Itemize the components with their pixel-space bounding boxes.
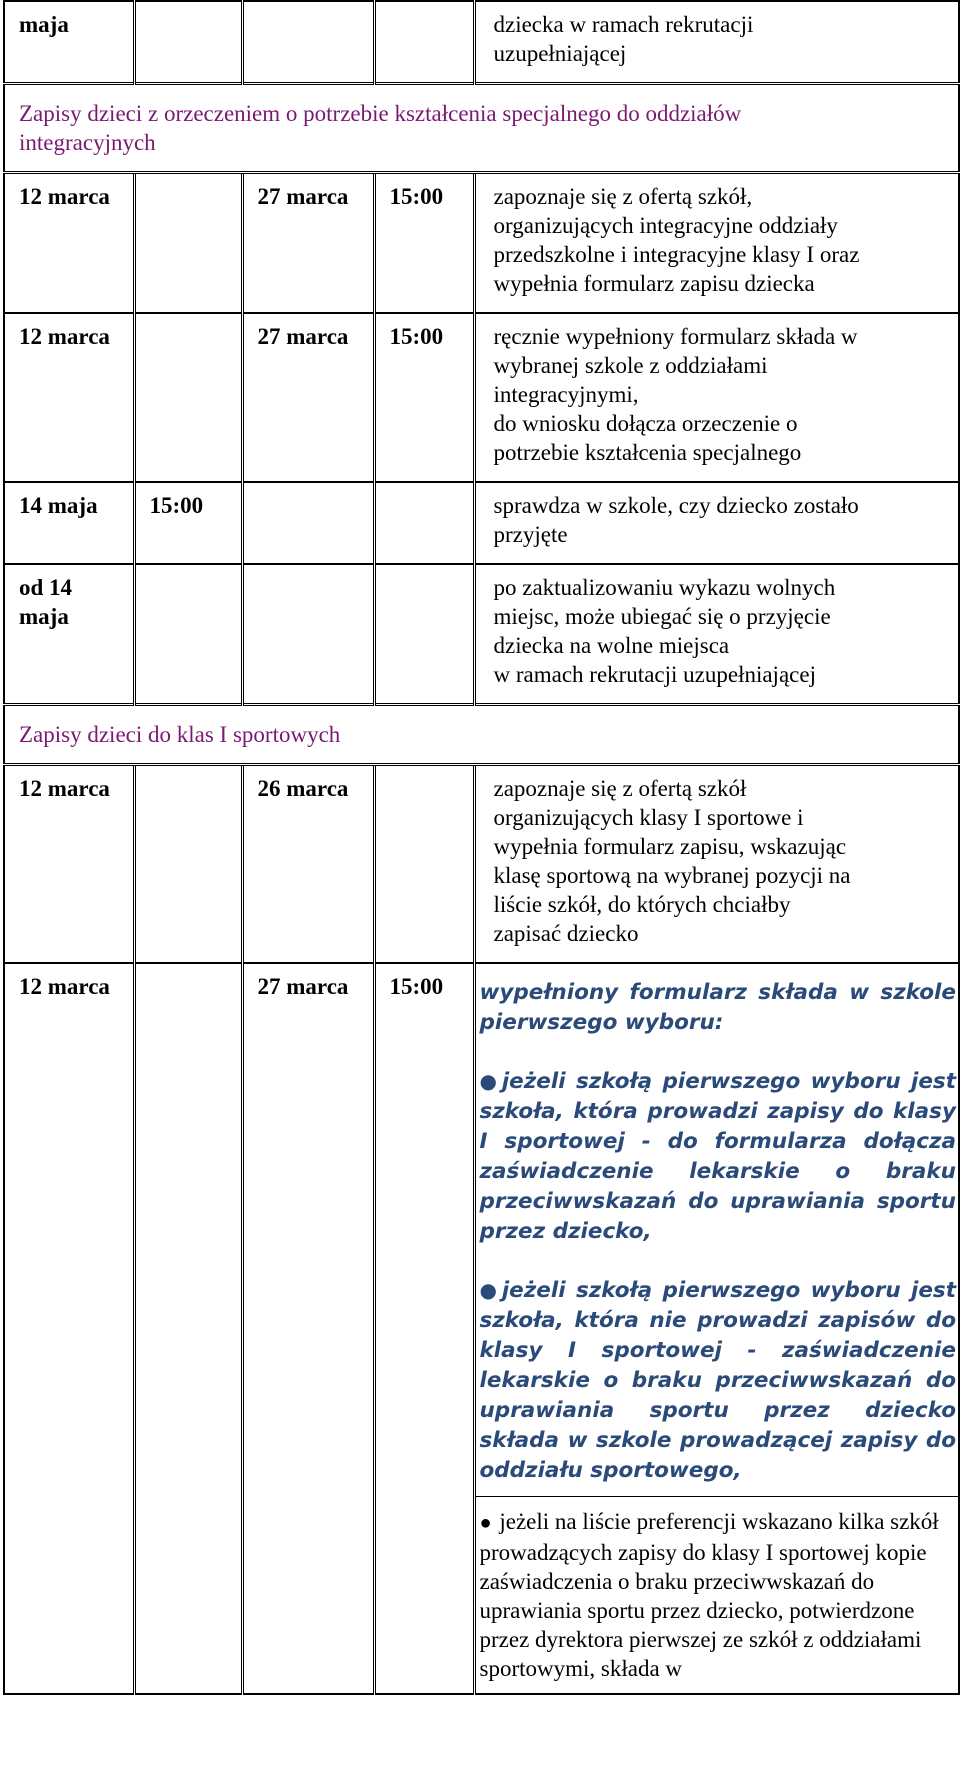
cell-line: maja <box>19 604 69 629</box>
text-line: do wniosku dołącza orzeczenie o <box>493 411 798 436</box>
description-cell <box>474 564 959 705</box>
description-cell <box>474 313 959 482</box>
description-cell <box>474 173 959 314</box>
section-heading <box>4 705 959 765</box>
description-cell <box>474 482 959 564</box>
cell-c3: 26 marca <box>242 765 374 964</box>
cell-c3 <box>242 1 374 84</box>
cell-c2 <box>134 765 242 964</box>
cell-line: od 14 <box>19 575 73 600</box>
cell-c2 <box>134 963 242 1694</box>
text-line: potrzebie kształcenia specjalnego <box>493 440 802 465</box>
table-row <box>4 963 959 1694</box>
text-line: liście szkół, do których chciałby <box>493 892 791 917</box>
bullet-icon: ● <box>479 1069 500 1093</box>
table-row <box>4 482 959 564</box>
table-row <box>4 765 959 964</box>
text-line: integracyjnymi, <box>493 382 639 407</box>
cell-c1: 14 maja <box>4 482 134 564</box>
cell-c4 <box>374 482 474 564</box>
text-line: sprawdza w szkole, czy dziecko zostało <box>493 493 859 518</box>
text-line: przyjęte <box>493 522 568 547</box>
bullet-icon: ● <box>479 1512 492 1534</box>
text-line: organizujących klasy I sportowe i <box>493 805 804 830</box>
cell-c3: 27 marca <box>242 313 374 482</box>
text-line: zapisać dziecko <box>493 921 639 946</box>
text-line: uzupełniającej <box>493 41 627 66</box>
text-line: dziecka na wolne miejsca <box>493 633 730 658</box>
table-row <box>4 564 959 705</box>
cell-c4: 15:00 <box>374 963 474 1694</box>
text-line: zapoznaje się z ofertą szkół <box>493 776 747 801</box>
description-cell <box>474 1 959 84</box>
description-cell <box>474 765 959 964</box>
text-line: w ramach rekrutacji uzupełniającej <box>493 662 816 687</box>
cell-c1: 12 marca <box>4 963 134 1694</box>
cell-c1: 12 marca <box>4 765 134 964</box>
cell-c4: 15:00 <box>374 313 474 482</box>
bullet-icon: ● <box>479 1278 500 1302</box>
cell-c4 <box>374 1 474 84</box>
requirement-text: jeżeli szkołą pierwszego wyboru jest szkoła, która nie prowadzi zapisów do klasy I sportowej - zaświadczenie lekarskie o braku przeciwwskazań do uprawiania sportu przez dziecko składa w szkole prowadzącej zapisy do oddziału sportowego, <box>479 1278 956 1483</box>
cell-c2: 15:00 <box>134 482 242 564</box>
cell-c2 <box>134 173 242 314</box>
section-row <box>4 705 959 765</box>
text-line: wypełnia formularz zapisu dziecka <box>493 271 815 296</box>
cell-c1 <box>4 564 134 705</box>
text-line: zapoznaje się z ofertą szkół, <box>493 184 753 209</box>
text-line: organizujących integracyjne oddziały <box>493 213 838 238</box>
cell-c3: 27 marca <box>242 963 374 1694</box>
cell-c4 <box>374 564 474 705</box>
requirement-text: jeżeli szkołą pierwszego wyboru jest szkoła, która prowadzi zapisy do klasy I sportowej - do formularza dołącza zaświadczenie lekarskie o braku przeciwwskazań do uprawiania sportu przez dziecko, <box>479 1069 956 1244</box>
schedule-table-body <box>4 1 959 1694</box>
cell-c1: 12 marca <box>4 313 134 482</box>
cell-c2 <box>134 564 242 705</box>
cell-c1: 12 marca <box>4 173 134 314</box>
cell-c4 <box>374 765 474 964</box>
requirement-text: jeżeli na liście preferencji wskazano kilka szkół prowadzących zapisy do klasy I sportowej kopie zaświadczenia o braku przeciwwskazań do uprawiania sportu przez dziecko, potwierdzone przez dyrektora pierwszej ze szkół z oddziałami sportowymi, składa w <box>479 1509 939 1681</box>
requirement-item <box>480 1275 957 1486</box>
requirement-item <box>480 1066 957 1247</box>
cell-c3 <box>242 564 374 705</box>
text-line: przedszkolne i integracyjne klasy I oraz <box>493 242 860 267</box>
section-heading <box>4 84 959 173</box>
table-row <box>4 313 959 482</box>
cell-c2 <box>134 313 242 482</box>
text-line: klasę sportową na wybranej pozycji na <box>493 863 851 888</box>
requirements-intro: wypełniony formularz składa w szkole pierwszego wyboru: <box>479 980 956 1035</box>
text-line: wypełnia formularz zapisu, wskazując <box>493 834 847 859</box>
requirement-item <box>476 1496 959 1683</box>
cell-c2 <box>134 1 242 84</box>
text-line: miejsc, może ubiegać się o przyjęcie <box>493 604 831 629</box>
requirements-cell <box>474 963 959 1694</box>
schedule-table <box>3 0 960 1695</box>
text-line: Zapisy dzieci do klas I sportowych <box>19 722 341 747</box>
text-line: ręcznie wypełniony formularz składa w <box>493 324 858 349</box>
cell-c4: 15:00 <box>374 173 474 314</box>
table-row <box>4 173 959 314</box>
cell-c3: 27 marca <box>242 173 374 314</box>
text-line: Zapisy dzieci z orzeczeniem o potrzebie kształcenia specjalnego do oddziałów <box>19 101 742 126</box>
section-row <box>4 84 959 173</box>
text-line: po zaktualizowaniu wykazu wolnych <box>493 575 836 600</box>
cell-c1: maja <box>4 1 134 84</box>
text-line: dziecka w ramach rekrutacji <box>493 12 754 37</box>
text-line: integracyjnych <box>19 130 156 155</box>
table-row <box>4 1 959 84</box>
text-line: wybranej szkole z oddziałami <box>493 353 768 378</box>
cell-c3 <box>242 482 374 564</box>
